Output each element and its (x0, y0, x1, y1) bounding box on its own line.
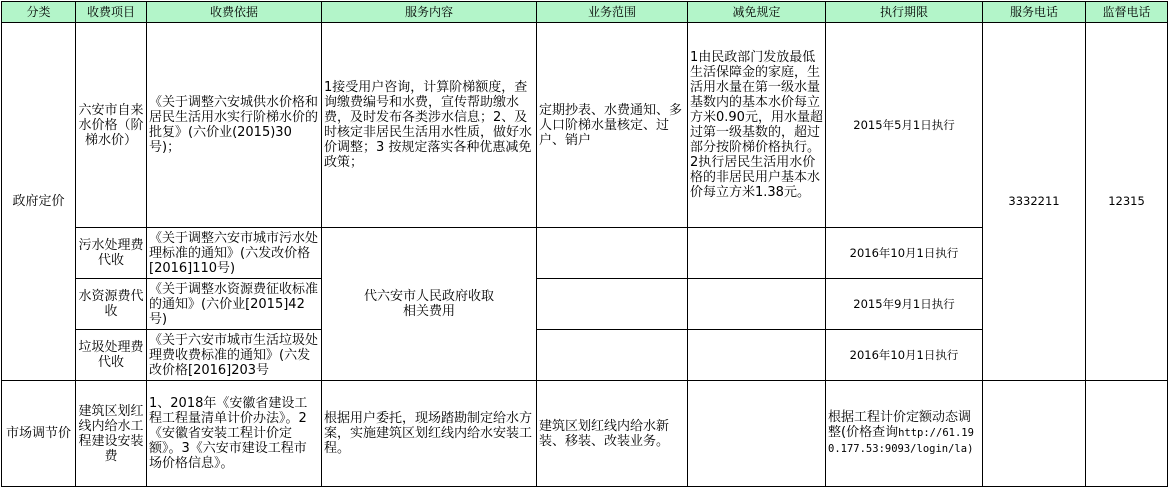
sewage-item: 污水处理费代收 (76, 228, 147, 279)
row-water (2, 23, 1168, 228)
market-service: 根据用户委托，现场踏勘制定给水方案，实施建筑区划红线内给水安装工程。 (322, 381, 537, 487)
market-period: 根据工程计价定额动态调整(价格查询 (828, 410, 972, 440)
market-relief (688, 381, 826, 487)
garbage-period: 2016年10月1日执行 (826, 330, 983, 381)
resource-scope (537, 279, 688, 330)
sewage-scope (537, 228, 688, 279)
price-query-url: http://61.190.177.53:9093/login/la) (828, 427, 974, 455)
water-period: 2015年5月1日执行 (826, 23, 983, 228)
water-scope: 定期抄表、水费通知、多人口阶梯水量核定、过户、销户 (537, 23, 688, 228)
category-gov: 政府定价 (2, 23, 76, 381)
row-market (2, 381, 1168, 487)
header-service: 服务内容 (322, 2, 537, 23)
fee-table (1, 1, 1168, 487)
market-service-phone (983, 381, 1086, 487)
service-phone: 3332211 (983, 23, 1086, 381)
header-period: 执行期限 (826, 2, 983, 23)
collect-service: 代六安市人民政府收取相关费用 (322, 228, 537, 381)
water-relief: 1由民政部门发放最低生活保障金的家庭，生活用水量在第一级水量基数内的基本水价每立方米0.90元，用水量超过第一级基数的，超过部分按阶梯价格执行。2执行居民生活用水价格的非居民用户基本水价每立方米1.38元。 (688, 23, 826, 228)
header-category: 分类 (2, 2, 76, 23)
header-supervision-phone: 监督电话 (1086, 2, 1168, 23)
supervision-phone: 12315 (1086, 23, 1168, 381)
header-service-phone: 服务电话 (983, 2, 1086, 23)
water-service: 1接受用户咨询，计算阶梯额度，查询缴费编号和水费，宣传帮助缴水费，及时发布各类涉水信息；2、及时核定非居民生活用水性质，做好水价调整；3 按规定落实各种优惠减免政策； (322, 23, 537, 228)
resource-basis: 《关于调整水资源费征收标准的通知》(六价业[2015]42号) (147, 279, 322, 330)
sewage-basis: 《关于调整六安市城市污水处理标准的通知》(六发改价格[2016]110号) (147, 228, 322, 279)
market-scope: 建筑区划红线内给水新装、移装、改装业务。 (537, 381, 688, 487)
market-period-cell (826, 381, 983, 487)
header-basis: 收费依据 (147, 2, 322, 23)
water-item: 六安市自来水价格（阶梯水价） (76, 23, 147, 228)
market-basis: 1、2018年《安徽省建设工程工程量清单计价办法》。2《安徽省安装工程计价定额》。3《六安市建设工程市场价格信息》。 (147, 381, 322, 487)
water-basis: 《关于调整六安城供水价格和居民生活用水实行阶梯水价的批复》(六价业(2015)30号)； (147, 23, 322, 228)
header-item: 收费项目 (76, 2, 147, 23)
sewage-period: 2016年10月1日执行 (826, 228, 983, 279)
garbage-item: 垃圾处理费代收 (76, 330, 147, 381)
market-supervision-phone (1086, 381, 1168, 487)
sewage-relief (688, 228, 826, 279)
resource-relief (688, 279, 826, 330)
header-scope: 业务范围 (537, 2, 688, 23)
header-relief: 减免规定 (688, 2, 826, 23)
garbage-scope (537, 330, 688, 381)
header-row (2, 2, 1168, 23)
market-item: 建筑区划红线内给水工程建设安装费 (76, 381, 147, 487)
garbage-relief (688, 330, 826, 381)
resource-item: 水资源费代收 (76, 279, 147, 330)
category-market: 市场调节价 (2, 381, 76, 487)
resource-period: 2015年9月1日执行 (826, 279, 983, 330)
garbage-basis: 《关于六安市城市生活垃圾处理费收费标准的通知》(六发改价格[2016]203号 (147, 330, 322, 381)
